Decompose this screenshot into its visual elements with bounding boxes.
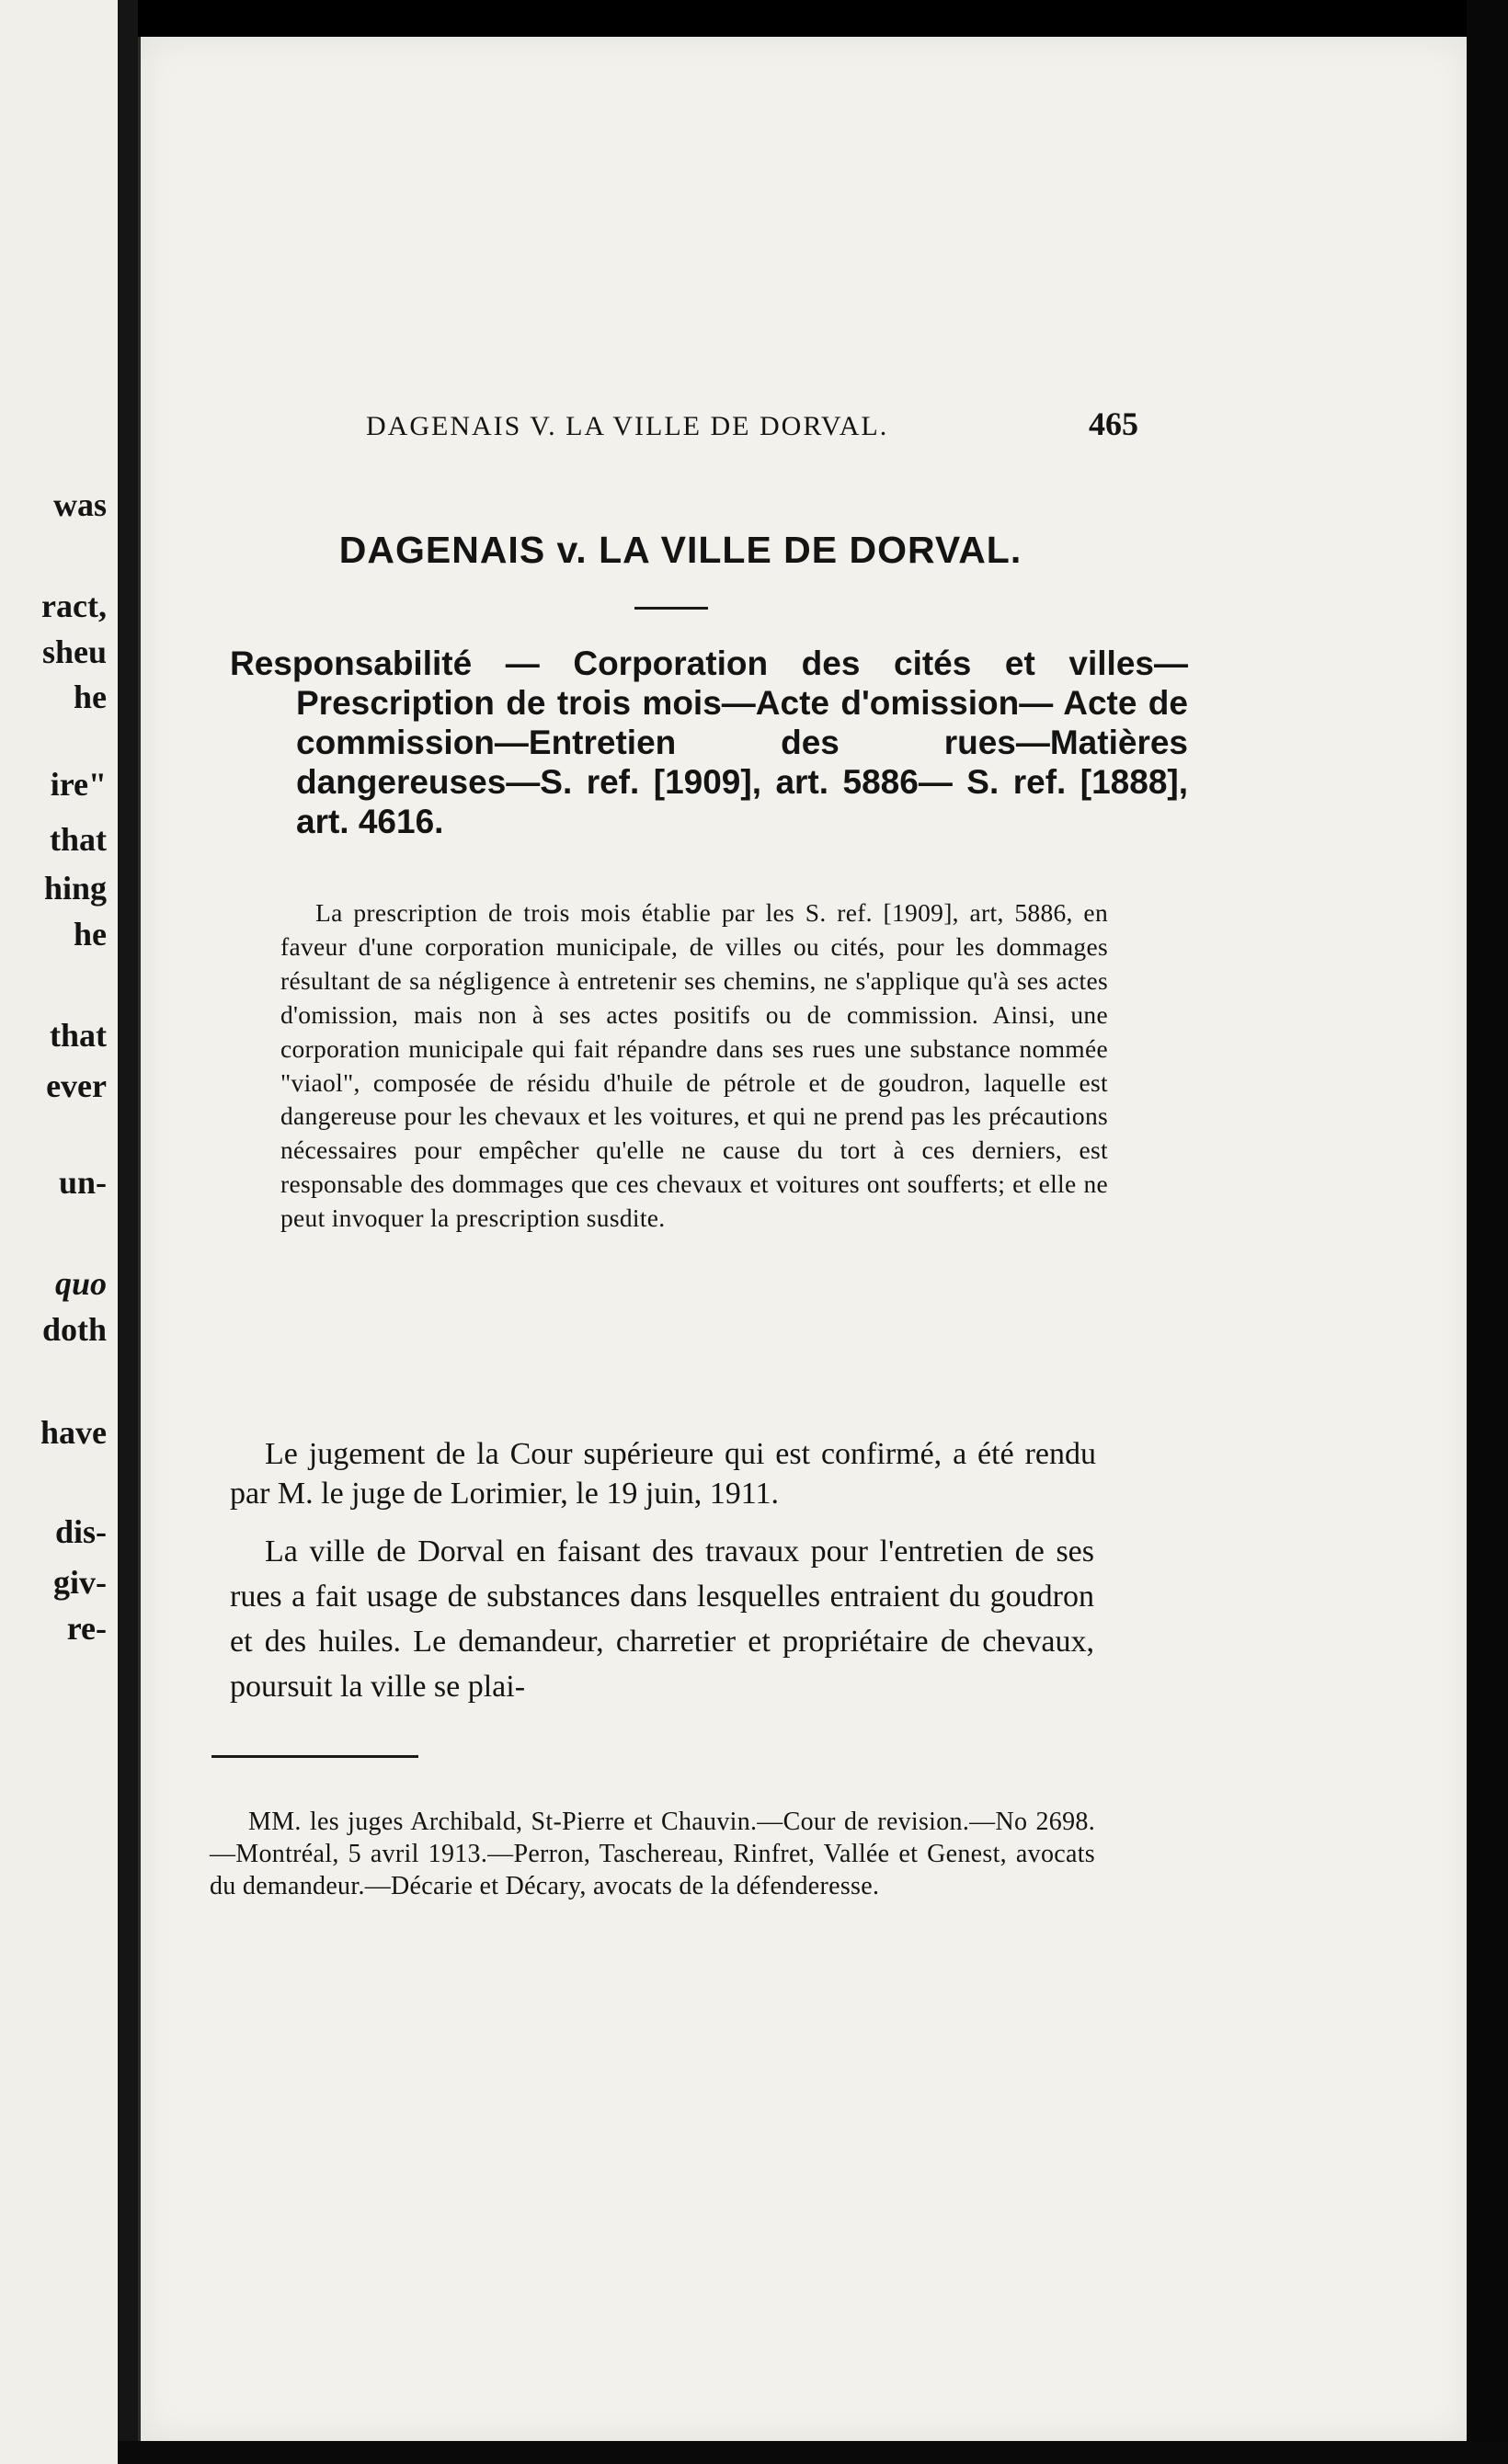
headnote-summary: La prescription de trois mois établie par les S. ref. [1909], art, 5886, en faveur d'une corporation municipale, de villes ou cités, pour les dommages résultant de sa négligence à entretenir ses chemins, ne s'applique qu'à ses actes d'omission, mais non à ses actes positifs ou de commission. Ainsi, une corporation municipale qui fait répandre dans ses rues une substance nommée "viaol", composée de résidu d'huile de pétrole et de goudron, laquelle est dangereuse pour les chevaux et les voitures, et qui ne prend pas les précautions nécessaires pour empêcher qu'elle ne cause du tort à ces derniers, est responsable des dommages que ces chevaux et voitures ont soufferts; et elle ne peut invoquer la prescription susdite.: [280, 898, 1108, 1233]
facing-page-word: ire": [50, 766, 107, 803]
facing-page-word: that: [50, 1017, 107, 1054]
page-number: 465: [1089, 405, 1138, 442]
running-head: [366, 405, 1138, 443]
facing-page-word: doth: [41, 1311, 107, 1348]
book-gutter: [118, 0, 138, 2464]
facing-page-word: re-: [66, 1610, 107, 1647]
body-paragraph: La ville de Dorval en faisant des travaux pour l'entretien de ses rues a fait usage de substances dans lesquelles entraient du goudron et des huiles. Le demandeur, charretier et propriétaire de chevaux, poursuit la ville se plai-: [230, 1534, 1094, 1704]
scan-border: [1467, 0, 1508, 2464]
facing-page-word: quo: [54, 1265, 107, 1302]
scan-border: [118, 2441, 1508, 2464]
facing-page-word: un-: [58, 1164, 107, 1201]
facing-page-word: he: [74, 916, 107, 953]
facing-page-word: ract,: [41, 587, 107, 624]
facing-page-word: giv-: [53, 1564, 107, 1601]
facing-page-word: he: [74, 679, 107, 715]
running-head-title: DAGENAIS V. LA VILLE DE DORVAL.: [366, 411, 889, 441]
facing-page-fragment: [0, 0, 118, 2464]
facing-page-word: dis-: [54, 1513, 107, 1550]
book-page: [138, 37, 1469, 2441]
facing-page-word: was: [52, 486, 107, 523]
headnote-keywords: Responsabilité — Corporation des cités et villes— Prescription de trois mois—Acte d'omission— Acte de commission—Entretien des rues—Matières dangereuses—S. ref. [1909], art. 5886— S. ref. [1888], art. 4616.: [230, 645, 1188, 840]
body-paragraph: Le jugement de la Cour supérieure qui est confirmé, a été rendu par M. le juge de Lorimier, le 19 juin, 1911.: [230, 1437, 1096, 1511]
case-title: DAGENAIS v. LA VILLE DE DORVAL.: [338, 529, 1022, 571]
footnote: MM. les juges Archibald, St-Pierre et Chauvin.—Cour de revision.—No 2698.—Montréal, 5 avril 1913.—Perron, Taschereau, Rinfret, Vallée et Genest, avocats du demandeur.—Décarie et Décary, avocats de la défenderesse.: [210, 1808, 1095, 1900]
footnote-divider: [211, 1755, 418, 1758]
facing-page-word: have: [40, 1414, 107, 1451]
facing-page-word: sheu: [41, 633, 107, 670]
facing-page-word: hing: [43, 870, 107, 907]
title-divider: [634, 607, 708, 610]
facing-page-word: that: [50, 821, 107, 858]
facing-page-word: ever: [46, 1067, 107, 1104]
